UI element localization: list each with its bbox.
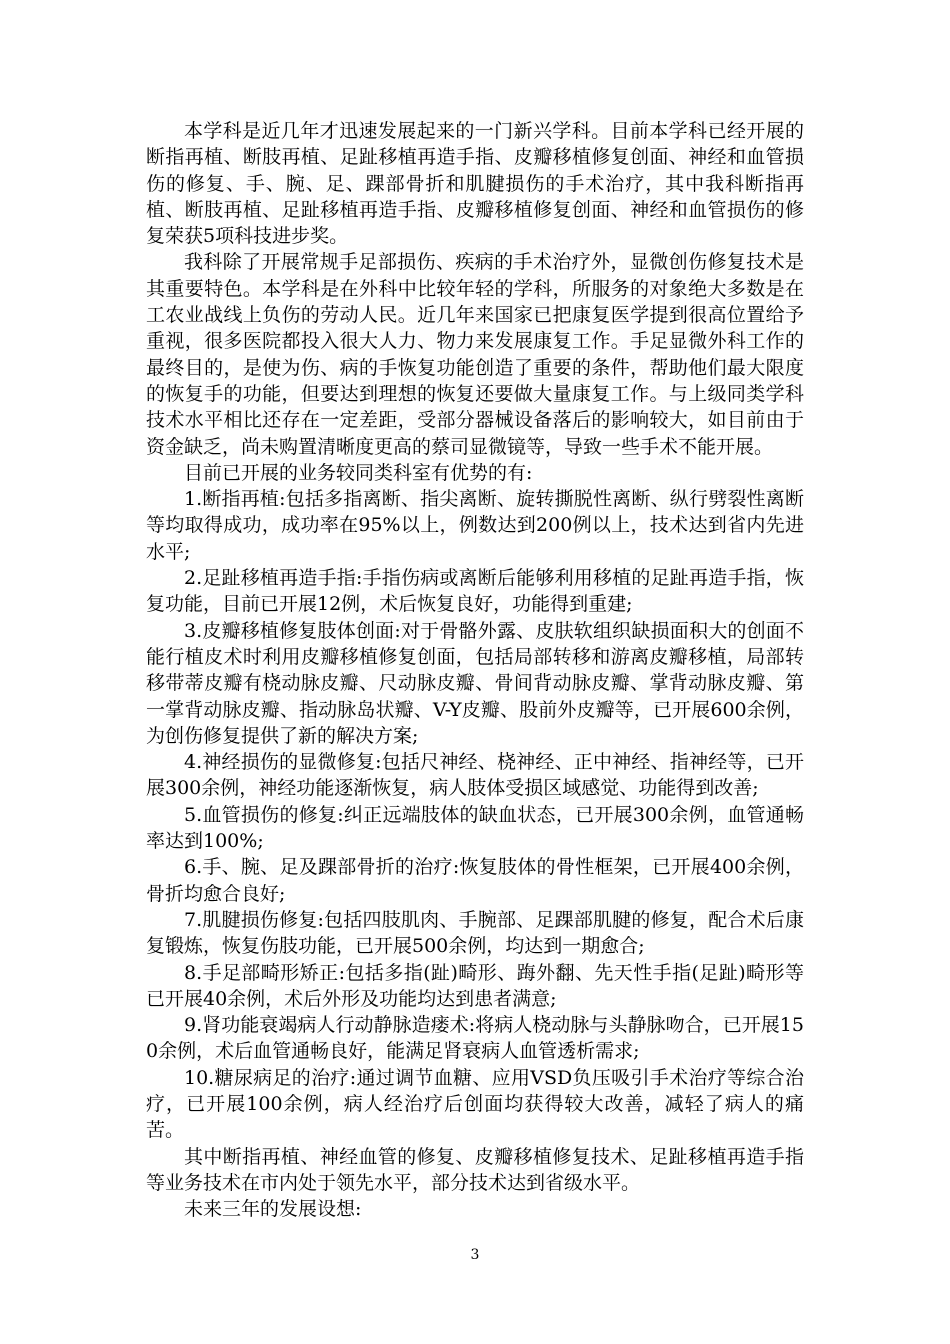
list-item-tendon-repair: 7.肌腱损伤修复:包括四肢肌肉、手腕部、足踝部肌腱的修复，配合术后康复锻炼，恢复伤肢功能，已开展500余例，均达到一期愈合; [146, 908, 804, 958]
paragraph-features: 我科除了开展常规手足部损伤、疾病的手术治疗外，显微创伤修复技术是其重要特色。本学科是在外科中比较年轻的学科，所服务的对象绝大多数是在工农业战线上负伤的劳动人民。近几年来国家已把康复医学提到很高位置给予重视，很多医院都投入很大人力、物力来发展康复工作。手足显微外科工作的最终目的，是使为伤、病的手恢复功能创造了重要的条件，帮助他们最大限度的恢复手的功能，但要达到理想的恢复还要做大量康复工作。与上级同类学科技术水平相比还存在一定差距，受部分器械设备落后的影响较大，如目前由于资金缺乏，尚未购置清晰度更高的蔡司显微镜等，导致一些手术不能开展。 [146, 251, 804, 458]
paragraph-leading-tech: 其中断指再植、神经血管的修复、皮瓣移植修复技术、足趾移植再造手指等业务技术在市内处于领先水平，部分技术达到省级水平。 [146, 1145, 804, 1194]
document-body [146, 118, 804, 1222]
list-item-nerve-repair: 4.神经损伤的显微修复:包括尺神经、桡神经、正中神经、指神经等，已开展300余例，神经功能逐渐恢复，病人肢体受损区域感觉、功能得到改善; [146, 751, 804, 800]
list-item-finger-replantation: 1.断指再植:包括多指离断、指尖离断、旋转撕脱性离断、纵行劈裂性离断等均取得成功，成功率在95%以上，例数达到200例以上，技术达到省内先进水平; [146, 488, 804, 563]
list-item-fracture-treatment: 6.手、腕、足及踝部骨折的治疗:恢复肢体的骨性框架，已开展400余例，骨折均愈合良好; [146, 856, 804, 905]
paragraph-intro: 本学科是近几年才迅速发展起来的一门新兴学科。目前本学科已经开展的断指再植、断肢再植、足趾移植再造手指、皮瓣移植修复创面、神经和血管损伤的修复、手、腕、足、踝部骨折和肌腱损伤的手术治疗，其中我科断指再植、断肢再植、足趾移植再造手指、皮瓣移植修复创面、神经和血管损伤的修复荣获5项科技进步奖。 [146, 120, 804, 248]
paragraph-advantages-heading: 目前已开展的业务较同类科室有优势的有: [184, 461, 533, 484]
list-item-deformity-correction: 8.手足部畸形矫正:包括多指(趾)畸形、踇外翻、先天性手指(足趾)畸形等已开展40余例，术后外形及功能均达到患者满意; [146, 961, 804, 1010]
list-item-diabetic-foot: 10.糖尿病足的治疗:通过调节血糖、应用VSD负压吸引手术治疗等综合治疗，已开展100余例，病人经治疗后创面均获得较大改善，减轻了病人的痛苦。 [146, 1066, 804, 1142]
list-item-flap-transplant: 3.皮瓣移植修复肢体创面:对于骨骼外露、皮肤软组织缺损面积大的创面不能行植皮术时利用皮瓣移植修复创面，包括局部转移和游离皮瓣移植，局部转移带蒂皮瓣有桡动脉皮瓣、尺动脉皮瓣、骨间背动脉皮瓣、掌背动脉皮瓣、第一掌背动脉皮瓣、指动脉岛状瓣、V-Y皮瓣、股前外皮瓣等，已开展600余例，为创伤修复提供了新的解决方案; [146, 619, 804, 747]
paragraph-future-plan-heading: 未来三年的发展设想: [184, 1198, 362, 1221]
page-number: 3 [470, 1247, 480, 1263]
list-item-av-fistula: 9.肾功能衰竭病人行动静脉造瘘术:将病人桡动脉与头静脉吻合，已开展150余例，术后血管通畅良好，能满足肾衰病人血管透析需求; [146, 1014, 804, 1063]
list-item-vascular-repair: 5.血管损伤的修复:纠正远端肢体的缺血状态，已开展300余例，血管通畅率达到100%; [146, 803, 804, 853]
list-item-toe-transfer: 2.足趾移植再造手指:手指伤病或离断后能够利用移植的足趾再造手指，恢复功能，目前已开展12例，术后恢复良好，功能得到重建; [146, 567, 804, 616]
